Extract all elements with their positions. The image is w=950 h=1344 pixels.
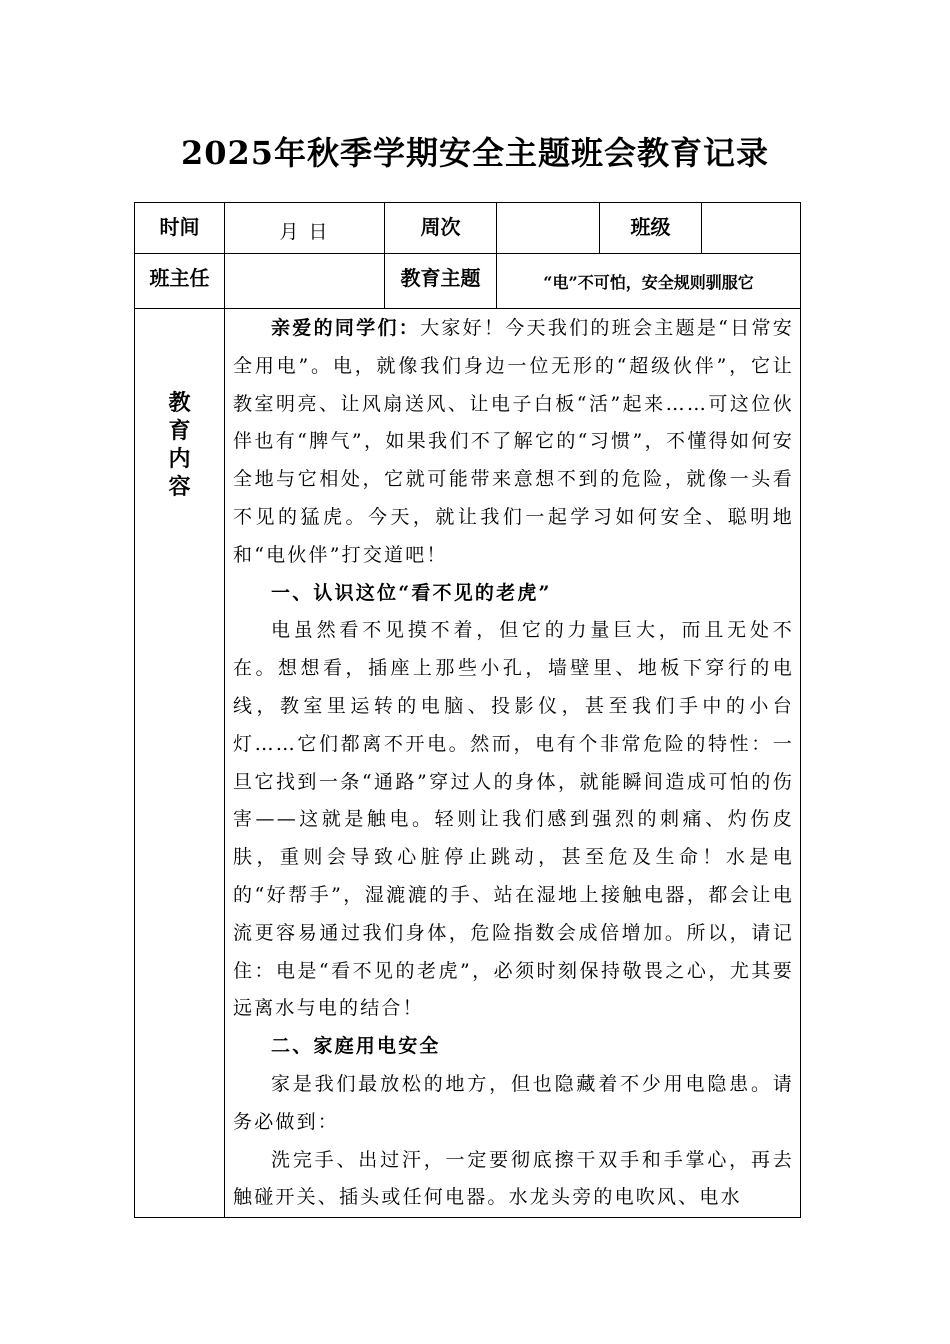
section2-item: 洗完手、出过汗，一定要彻底擦干双手和手掌心，再去触碰开关、插头或任何电器。水龙头旁的电吹风、电水 — [233, 1148, 794, 1209]
teacher-label: 班主任 — [135, 254, 225, 309]
document-title: 2025年秋季学期安全主题班会教育记录 — [180, 134, 770, 172]
section1-paragraph: 电虽然看不见摸不着，但它的力量巨大，而且无处不在。想想看，插座上那些小孔，墙壁里、地板下穿行的电线，教室里运转的电脑、投影仪，甚至我们手中的小台灯……它们都离不开电。然而，电有个非常危险的特性：一旦它找到一条“通路”穿过人的身体，就能瞬间造成可怕的伤害——这就是触电。轻则让我们感到强烈的刺痛、灼伤皮肤，重则会导致心脏停止跳动，甚至危及生命！水是电的“好帮手”，湿漉漉的手、站在湿地上接触电器，都会让电流更容易通过我们身体，危险指数会成倍增加。所以，请记住：电是“看不见的老虎”，必须时刻保持敬畏之心，尤其要远离水与电的结合！ — [233, 619, 794, 1020]
content-label-char: 容 — [168, 474, 191, 500]
section2-heading: 二、家庭用电安全 — [271, 1035, 441, 1058]
section2-paragraph: 家是我们最放松的地方，但也隐藏着不少用电隐患。请务必做到： — [233, 1072, 794, 1133]
content-label — [135, 309, 225, 1218]
week-field[interactable] — [497, 203, 600, 254]
time-label: 时间 — [135, 203, 225, 254]
record-table — [134, 202, 801, 1218]
teacher-field[interactable] — [225, 254, 385, 309]
table-row — [135, 254, 801, 309]
section1-heading: 一、认识这位“看不见的老虎” — [271, 581, 552, 604]
topic-value: “电”不可怕，安全规则驯服它 — [497, 254, 801, 309]
week-label: 周次 — [385, 203, 497, 254]
intro-paragraph — [233, 310, 794, 575]
content-label-char: 内 — [168, 446, 191, 472]
content-label-char: 育 — [168, 418, 191, 444]
content-label-stack — [135, 389, 224, 501]
topic-label: 教育主题 — [385, 254, 497, 309]
table-row — [135, 203, 801, 254]
content-label-char: 教 — [168, 390, 191, 416]
table-row — [135, 309, 801, 1218]
class-field[interactable] — [702, 203, 801, 254]
education-content — [225, 309, 801, 1218]
greeting: 亲爱的同学们： — [271, 317, 421, 339]
date-field[interactable]: 月 日 — [225, 203, 385, 254]
intro-text: 大家好！今天我们的班会主题是“日常安全用电”。电，就像我们身边一位无形的“超级伙伴”，它让教室明亮、让风扇送风、让电子白板“活”起来……可这位伙伴也有“脾气”，如果我们不了解它的“习惯”，不懂得如何安全地与它相处，它就可能带来意想不到的危险，就像一头看不见的猛虎。今天，就让我们一起学习如何安全、聪明地和“电伙伴”打交道吧！ — [233, 317, 794, 566]
class-label: 班级 — [600, 203, 702, 254]
